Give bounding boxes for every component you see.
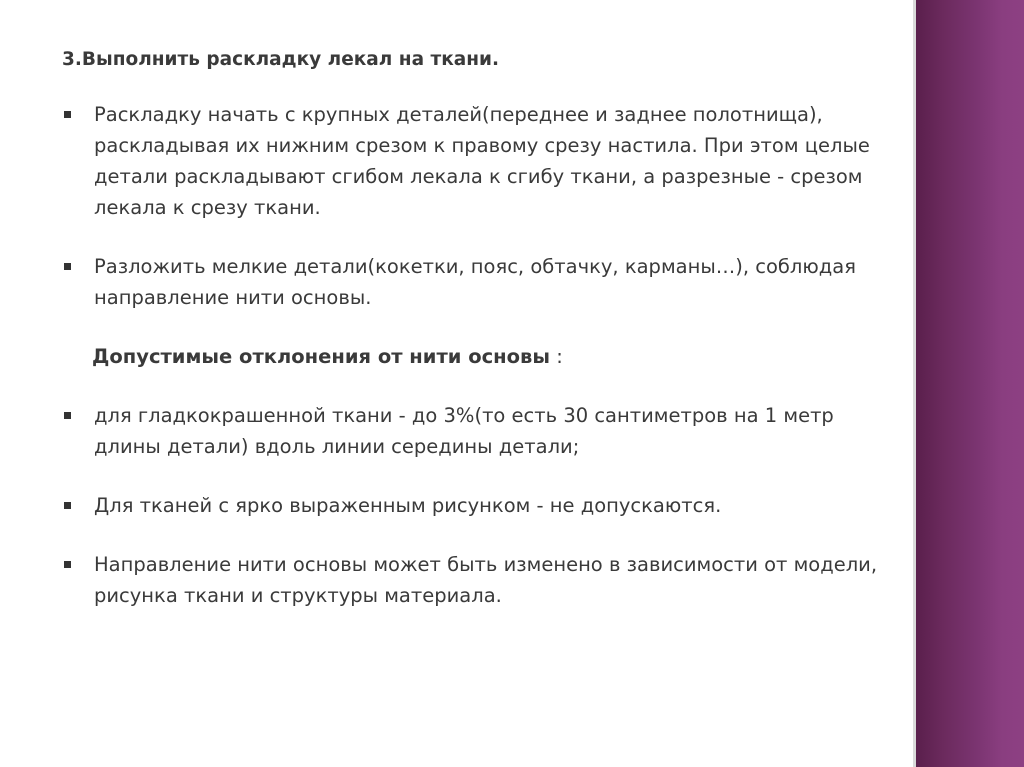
slide-content [62, 47, 892, 639]
bullet-text: Для тканей с ярко выраженным рисунком - не допускаются. [94, 494, 722, 517]
bullet-item-2 [62, 251, 892, 313]
square-bullet-icon [64, 412, 71, 419]
decorative-side-band [913, 0, 1024, 767]
bullet-text: для гладкокрашенной ткани - до 3%(то есть 30 сантиметров на 1 метр длины детали) вдоль линии середины детали; [94, 404, 834, 458]
bullet-text: Направление нити основы может быть изменено в зависимости от модели, рисунка ткани и структуры материала. [94, 553, 878, 607]
bullet-item-1 [62, 99, 892, 223]
slide-title: 3.Выполнить раскладку лекал на ткани. [62, 49, 500, 70]
bullet-item-4 [62, 490, 892, 521]
square-bullet-icon [64, 561, 71, 568]
subheading [62, 341, 892, 372]
bullet-text: Разложить мелкие детали(кокетки, пояс, обтачку, карманы…), соблюдая направление нити основы. [94, 255, 856, 309]
bullet-item-5 [62, 549, 892, 611]
square-bullet-icon [64, 263, 71, 270]
square-bullet-icon [64, 502, 71, 509]
bullet-text: Раскладку начать с крупных деталей(переднее и заднее полотнища), раскладывая их нижним срезом к правому срезу настила. При этом целые детали раскладывают сгибом лекала к сгибу ткани, а разрезные - срезом лекала к срезу ткани. [94, 103, 870, 219]
bullet-item-3 [62, 400, 892, 462]
square-bullet-icon [64, 111, 71, 118]
subheading-rest: : [550, 345, 563, 368]
subheading-bold: Допустимые отклонения от нити основы [92, 345, 550, 368]
